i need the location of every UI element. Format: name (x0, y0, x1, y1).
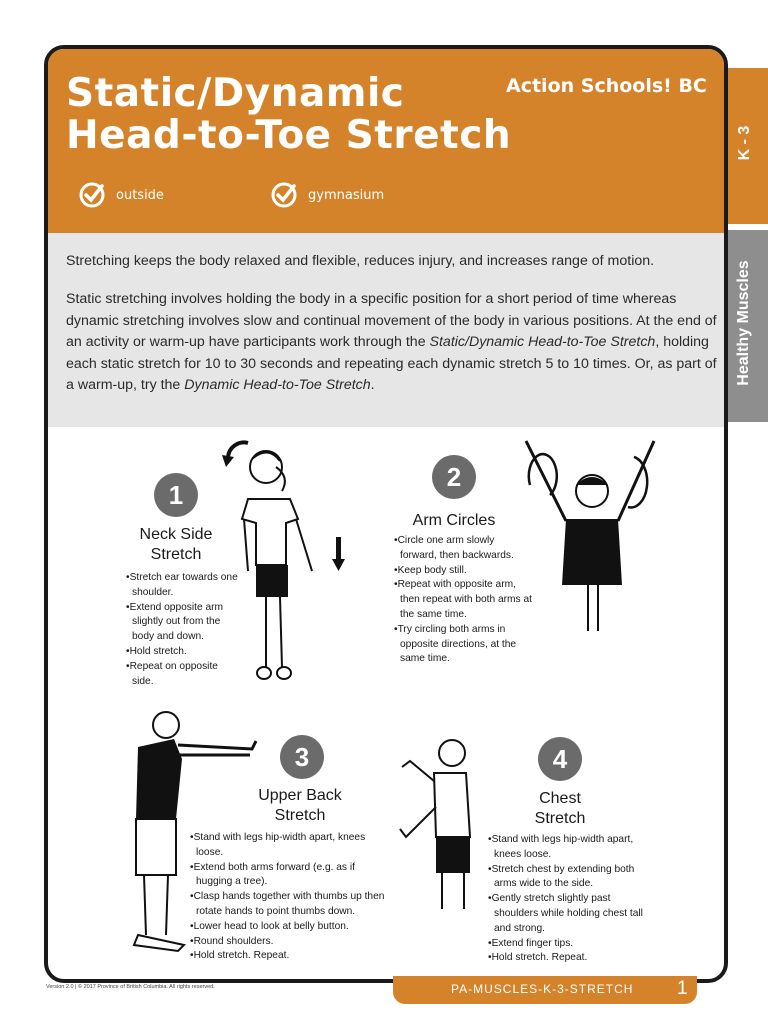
intro-section (48, 233, 724, 427)
instruction-item: • Stand with legs hip-width apart, knees loose. (188, 831, 388, 861)
instruction-item: • Stretch chest by extending both arms wide to the side. (486, 863, 648, 893)
topic-label: Healthy Muscles (735, 260, 752, 386)
title-line-2: Head-to-Toe Stretch (66, 113, 512, 158)
location-outside (78, 181, 164, 209)
document-code: PA-MUSCLES-K-3-STRETCH (451, 982, 634, 996)
location-label: outside (116, 187, 164, 203)
instruction-item: • Extend finger tips. (486, 937, 648, 952)
instruction-item: • Stand with legs hip-width apart, knees loose. (486, 833, 648, 863)
checkmark-icon (270, 181, 298, 209)
instruction-item: • Extend both arms forward (e.g. as if hugging a tree). (188, 861, 388, 891)
step-4-title (500, 789, 620, 829)
location-label: gymnasium (308, 187, 385, 203)
step-title-line: Arm Circles (412, 512, 496, 529)
step-title-line: Stretch (534, 810, 586, 827)
upper-back-stretch-illustration (122, 709, 272, 959)
step-title-line: Stretch (150, 546, 202, 563)
chest-stretch-illustration (398, 737, 488, 917)
step-3-badge: 3 (280, 735, 324, 779)
instruction-item: • Extend opposite arm slightly out from the body and down. (124, 601, 240, 645)
copyright-notice: Version 2.0 | © 2017 Province of British Columbia. All rights reserved. (46, 984, 215, 990)
neck-stretch-illustration (208, 437, 348, 692)
instruction-item: • Repeat on opposite side. (124, 660, 240, 690)
intro-text: , holding each static stretch for 10 to 30 seconds and repeating each dynamic stretch 5 to 10 times. Or, as part of a warm-up, try the (66, 334, 717, 393)
instruction-item: • Gently stretch slightly past shoulders while holding chest tall and strong. (486, 892, 648, 936)
grade-tab (722, 68, 768, 224)
instruction-item: • Stretch ear towards one shoulder. (124, 571, 240, 601)
instruction-item: • Round shoulders. (188, 935, 388, 950)
intro-text: . (370, 377, 375, 393)
step-2-title (396, 511, 512, 531)
arm-circles-illustration (516, 435, 666, 635)
instruction-item: • Hold stretch. Repeat. (188, 949, 388, 964)
intro-paragraph-1: Stretching keeps the body relaxed and flexible, reduces injury, and increases range of motion. (66, 253, 655, 269)
intro-emphasis: Static/Dynamic Head-to-Toe Stretch (429, 334, 656, 350)
instruction-item: • Lower head to look at belly button. (188, 920, 388, 935)
step-4-instructions (486, 833, 648, 966)
brand-logo-text: Action Schools! BC (506, 75, 707, 97)
instruction-item: • Try circling both arms in opposite directions, at the same time. (392, 623, 532, 667)
step-2-badge: 2 (432, 455, 476, 499)
instruction-item: • Repeat with opposite arm, then repeat with both arms at the same time. (392, 578, 532, 622)
instruction-item: • Keep body still. (392, 564, 532, 579)
step-1-badge: 1 (154, 473, 198, 517)
instruction-item: • Hold stretch. (124, 645, 240, 660)
location-gymnasium (270, 181, 384, 209)
step-title-line: Neck Side (139, 526, 213, 543)
instruction-item: • Hold stretch. Repeat. (486, 951, 648, 966)
intro-text: Static stretching involves holding the body in a specific position for a short period of time whereas dynamic stretching involves slow and continual movement of the body in various positions. At the end of an activity or warm-up have participants work through the (66, 291, 717, 350)
step-4-badge: 4 (538, 737, 582, 781)
topic-tab (722, 230, 768, 422)
title-line-1: Static/Dynamic (66, 71, 405, 116)
page-number: 1 (677, 978, 688, 999)
step-title-line: Stretch (274, 807, 326, 824)
instruction-item: • Circle one arm slowly forward, then backwards. (392, 534, 532, 564)
header-banner (48, 49, 724, 233)
step-title-line: Chest (539, 790, 581, 807)
step-2-instructions (392, 534, 532, 667)
intro-paragraph-2 (66, 289, 718, 397)
activity-card (44, 45, 728, 983)
intro-emphasis: Dynamic Head-to-Toe Stretch (184, 377, 371, 393)
page-title (66, 73, 511, 157)
checkmark-icon (78, 181, 106, 209)
instruction-item: • Clasp hands together with thumbs up then rotate hands to point thumbs down. (188, 890, 388, 920)
grade-label: K - 3 (736, 125, 753, 161)
footer-bar (393, 976, 697, 1004)
step-title-line: Upper Back (258, 787, 342, 804)
